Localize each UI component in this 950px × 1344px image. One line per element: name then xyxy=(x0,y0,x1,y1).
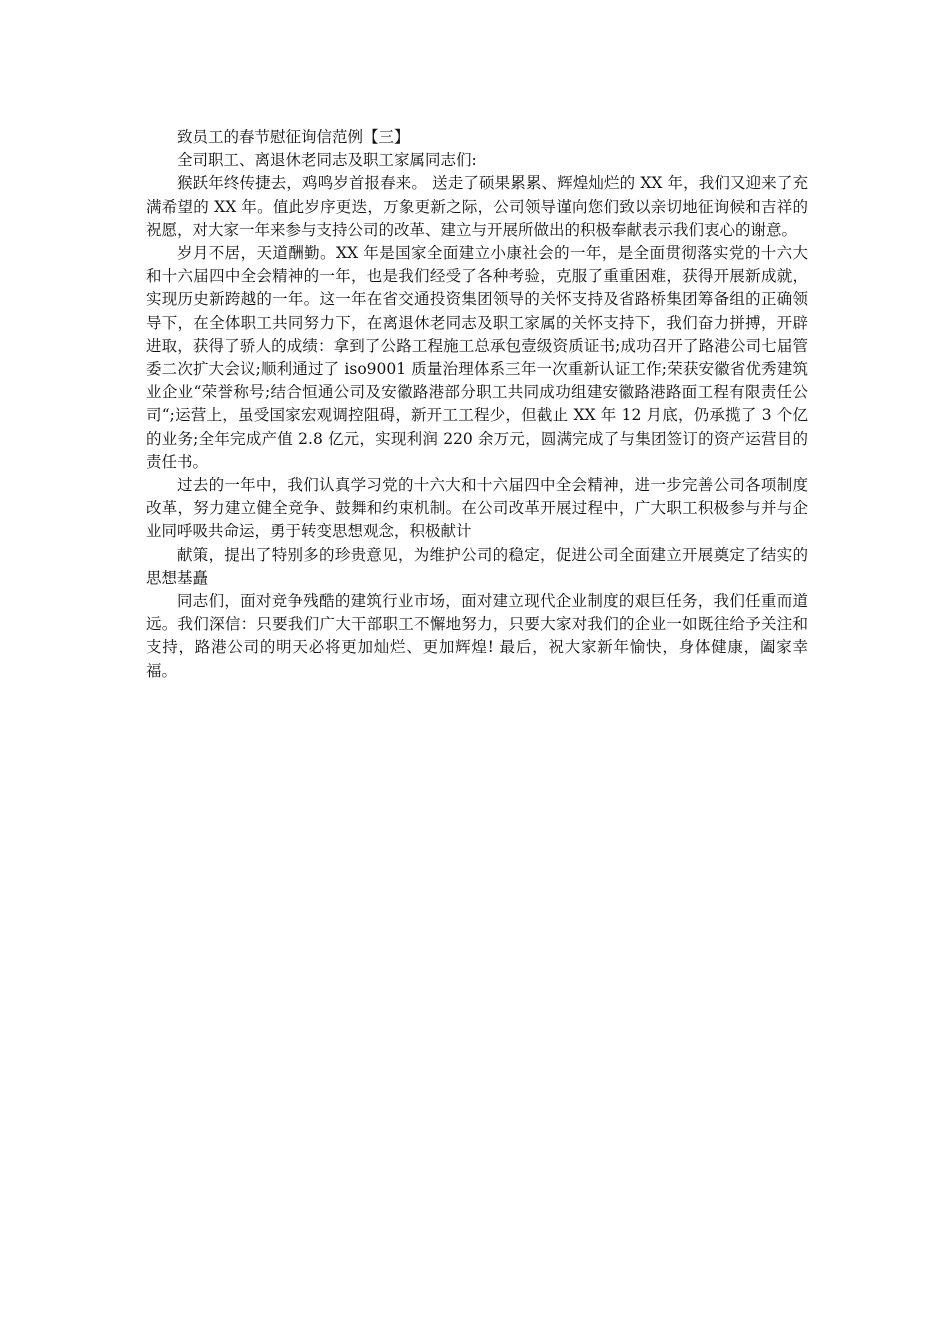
paragraph-3: 过去的一年中，我们认真学习党的十六大和十六届四中全会精神，进一步完善公司各项制度改革，努力建立健全竞争、鼓舞和约束机制。在公司改革开展过程中，广大职工积极参与并与企业同呼吸共命运，勇于转变思想观念，积极献计 xyxy=(146,476,808,541)
paragraph-5: 同志们，面对竞争残酷的建筑行业市场，面对建立现代企业制度的艰巨任务，我们任重而道远。我们深信：只要我们广大干部职工不懈地努力，只要大家对我们的企业一如既往给予关注和支持，路港公司的明天必将更加灿烂、更加辉煌! 最后，祝大家新年愉快，身体健康，阖家幸福。 xyxy=(146,592,808,680)
paragraph-2: 岁月不居，天道酬勤。XX 年是国家全面建立小康社会的一年，是全面贯彻落实党的十六大和十六届四中全会精神的一年，也是我们经受了各种考验，克服了重重困难，获得开展新成就，实现历史新跨越的一年。这一年在省交通投资集团领导的关怀支持及省路桥集团筹备组的正确领导下，在全体职工共同努力下，在离退休老同志及职工家属的关怀支持下，我们奋力拼搏，开辟进取，获得了骄人的成绩：拿到了公路工程施工总承包壹级资质证书;成功召开了路港公司七届管委二次扩大会议;顺利通过了 iso9001 质量治理体系三年一次重新认证工作;荣获安徽省优秀建筑业企业“荣誉称号;结合恒通公司及安徽路港部分职工共同成功组建安徽路港路面工程有限责任公司“;运营上，虽受国家宏观调控阻碍，新开工工程少，但截止 XX 年 12 月底，仍承揽了 3 个亿的业务;全年完成产值 2.8 亿元，实现利润 220 余万元，圆满完成了与集团签订的资产运营目的责任书。 xyxy=(146,244,808,471)
salutation: 全司职工、离退休老同志及职工家属同志们: xyxy=(177,151,477,170)
document-body xyxy=(146,126,808,683)
document-title: 致员工的春节慰征询信范例【三】 xyxy=(177,128,410,146)
paragraph-1: 猴跃年终传捷去，鸡鸣岁首报春来。 送走了硕果累累、辉煌灿烂的 XX 年，我们又迎来了充满希望的 XX 年。值此岁序更迭，万象更新之际，公司领导谨向您们致以亲切地征询候和吉祥的祝愿，对大家一年来参与支持公司的改革、建立与开展所做出的积极奉献表示我们衷心的谢意。 xyxy=(146,174,808,239)
paragraph-4: 献策，提出了特别多的珍贵意见，为维护公司的稳定，促进公司全面建立开展奠定了结实的思想基矗 xyxy=(146,545,808,587)
